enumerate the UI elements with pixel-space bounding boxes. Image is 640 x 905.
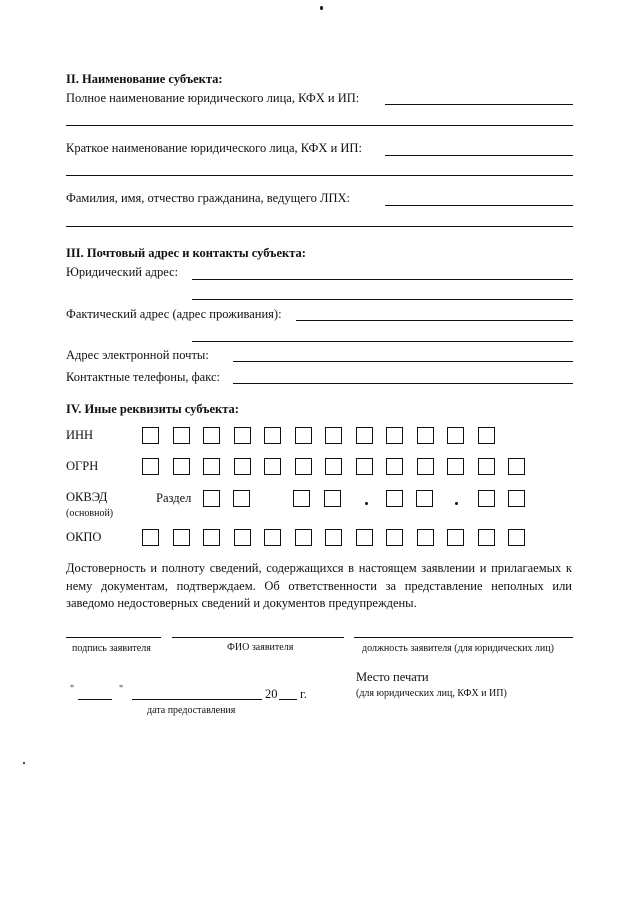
inn-cell-11[interactable] bbox=[447, 427, 464, 444]
okpo-cell-2[interactable] bbox=[173, 529, 190, 546]
inn-cell-8[interactable] bbox=[356, 427, 373, 444]
okved-cell-8[interactable] bbox=[508, 490, 525, 507]
ogrn-cell-13[interactable] bbox=[508, 458, 525, 475]
signature-caption: подпись заявителя bbox=[72, 643, 151, 654]
short-name-label: Краткое наименование юридического лица, КФХ и ИП: bbox=[66, 141, 362, 155]
position-field[interactable] bbox=[354, 637, 573, 638]
okved-cell-1[interactable] bbox=[203, 490, 220, 507]
phones-label: Контактные телефоны, факс: bbox=[66, 370, 221, 384]
inn-cell-5[interactable] bbox=[264, 427, 281, 444]
section4-heading: IV. Иные реквизиты субъекта: bbox=[66, 402, 239, 416]
inn-cell-4[interactable] bbox=[234, 427, 251, 444]
date-year-field[interactable] bbox=[279, 699, 297, 700]
stamp-sub-label: (для юридических лиц, КФХ и ИП) bbox=[356, 688, 507, 699]
ogrn-cell-1[interactable] bbox=[142, 458, 159, 475]
date-day-field[interactable] bbox=[78, 699, 112, 700]
okpo-cell-10[interactable] bbox=[417, 529, 434, 546]
okved-label: ОКВЭД bbox=[66, 490, 108, 504]
phones-field[interactable] bbox=[233, 383, 573, 384]
lph-name-label: Фамилия, имя, отчество гражданина, ведущего ЛПХ: bbox=[66, 191, 350, 205]
legal-address-field[interactable] bbox=[192, 279, 573, 280]
signature-field[interactable] bbox=[66, 637, 161, 638]
okved-sub-label: (основной) bbox=[66, 508, 114, 519]
actual-address-label: Фактический адрес (адрес проживания): bbox=[66, 307, 282, 321]
section3-heading: III. Почтовый адрес и контакты субъекта: bbox=[66, 246, 306, 260]
okpo-cell-13[interactable] bbox=[508, 529, 525, 546]
okpo-cell-11[interactable] bbox=[447, 529, 464, 546]
ogrn-cell-4[interactable] bbox=[234, 458, 251, 475]
email-label: Адрес электронной почты: bbox=[66, 348, 209, 362]
short-name-field[interactable] bbox=[385, 155, 573, 156]
fio-caption: ФИО заявителя bbox=[227, 642, 294, 653]
ogrn-cell-2[interactable] bbox=[173, 458, 190, 475]
section2-heading: II. Наименование субъекта: bbox=[66, 72, 223, 86]
okved-separator-dot-2 bbox=[455, 502, 458, 505]
ogrn-cell-10[interactable] bbox=[417, 458, 434, 475]
year-suffix: г. bbox=[300, 687, 307, 701]
okpo-cell-1[interactable] bbox=[142, 529, 159, 546]
okpo-cell-5[interactable] bbox=[264, 529, 281, 546]
okved-cell-5[interactable] bbox=[386, 490, 403, 507]
okpo-cell-7[interactable] bbox=[325, 529, 342, 546]
okved-separator-dot-1 bbox=[365, 502, 368, 505]
inn-cell-10[interactable] bbox=[417, 427, 434, 444]
okved-cell-6[interactable] bbox=[416, 490, 433, 507]
ogrn-cell-3[interactable] bbox=[203, 458, 220, 475]
inn-cell-12[interactable] bbox=[478, 427, 495, 444]
ogrn-cell-5[interactable] bbox=[264, 458, 281, 475]
ogrn-cell-12[interactable] bbox=[478, 458, 495, 475]
inn-cell-9[interactable] bbox=[386, 427, 403, 444]
okpo-cell-3[interactable] bbox=[203, 529, 220, 546]
legal-address-field-line2[interactable] bbox=[192, 299, 573, 300]
okved-cell-7[interactable] bbox=[478, 490, 495, 507]
date-caption: дата предоставления bbox=[147, 705, 236, 716]
full-name-label: Полное наименование юридического лица, КФХ и ИП: bbox=[66, 91, 360, 105]
full-name-field[interactable] bbox=[385, 104, 573, 105]
date-quote-close: " bbox=[119, 684, 124, 695]
ogrn-cell-6[interactable] bbox=[295, 458, 312, 475]
inn-cell-1[interactable] bbox=[142, 427, 159, 444]
legal-address-label: Юридический адрес: bbox=[66, 265, 179, 279]
year-prefix: 20 bbox=[265, 687, 278, 701]
ogrn-cell-9[interactable] bbox=[386, 458, 403, 475]
okved-cell-4[interactable] bbox=[324, 490, 341, 507]
date-quote-open: " bbox=[70, 684, 75, 695]
email-field[interactable] bbox=[233, 361, 573, 362]
ogrn-cell-11[interactable] bbox=[447, 458, 464, 475]
okpo-cell-4[interactable] bbox=[234, 529, 251, 546]
date-month-field[interactable] bbox=[132, 699, 262, 700]
okved-cell-3[interactable] bbox=[293, 490, 310, 507]
declaration-text: Достоверность и полноту сведений, содержащихся в настоящем заявлении и прилагаемых к нему документам, подтверждаем. Об ответственности за представление неполных или заведомо недостоверных сведений и документов предупреждены. bbox=[66, 561, 572, 610]
actual-address-field[interactable] bbox=[296, 320, 573, 321]
okpo-cell-12[interactable] bbox=[478, 529, 495, 546]
inn-cell-7[interactable] bbox=[325, 427, 342, 444]
ogrn-cell-7[interactable] bbox=[325, 458, 342, 475]
inn-cell-2[interactable] bbox=[173, 427, 190, 444]
full-name-field-line2[interactable] bbox=[66, 125, 573, 126]
ogrn-cell-8[interactable] bbox=[356, 458, 373, 475]
okpo-cell-8[interactable] bbox=[356, 529, 373, 546]
top-mark bbox=[320, 6, 323, 10]
lph-name-field[interactable] bbox=[385, 205, 573, 206]
ogrn-label: ОГРН bbox=[66, 459, 99, 473]
position-caption: должность заявителя (для юридических лиц) bbox=[362, 643, 554, 654]
inn-cell-3[interactable] bbox=[203, 427, 220, 444]
okved-cell-2[interactable] bbox=[233, 490, 250, 507]
okpo-label: ОКПО bbox=[66, 530, 102, 544]
inn-label: ИНН bbox=[66, 428, 94, 442]
fio-field[interactable] bbox=[172, 637, 344, 638]
inn-cell-6[interactable] bbox=[295, 427, 312, 444]
okpo-cell-6[interactable] bbox=[295, 529, 312, 546]
short-name-field-line2[interactable] bbox=[66, 175, 573, 176]
okpo-cell-9[interactable] bbox=[386, 529, 403, 546]
stamp-label: Место печати bbox=[356, 670, 429, 684]
lph-name-field-line2[interactable] bbox=[66, 226, 573, 227]
margin-mark bbox=[23, 762, 25, 764]
actual-address-field-line2[interactable] bbox=[192, 341, 573, 342]
razdel-label: Раздел bbox=[156, 491, 192, 505]
